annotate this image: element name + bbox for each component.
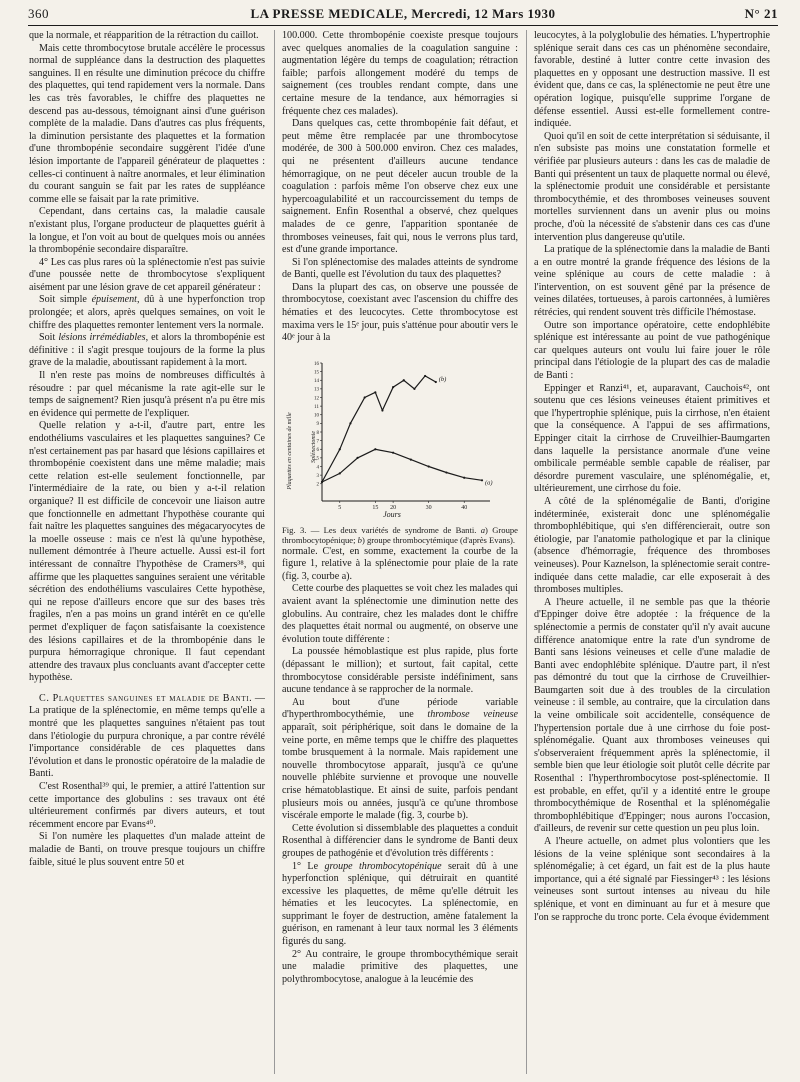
paragraph: A l'heure actuelle, il ne semble pas que la théorie d'Eppinger doive être adoptée : la fréquence de la splénectomie a permis de constater qu'il n'y avait aucune différence anatomique entre la rate d'un syndrome de Banti sans lésions veineuses et celle d'une maladie de Banti avec endophlébite splénique. D'autre part, il n'est pas démontré du tout que la cirrhose de Cruveilhier-Baumgarten soit due à des troubles de la circulation veineuse : il semble, au contraire, que la circulation dans la veine ombilicale soit accidentelle, conséquence de l'hypertension portale due à une cirrhose du foie post-splénomégalie. Quant aux thromboses veineuses qui s'observeraient fréquemment après la splénectomie, il semble bien que leur étiologie soit plutôt celle décrite par Rosenthal : l'hyperthrombocytose post-splénectomie. Il est probable, en effet, qu'il y a identité entre le groupe thrombocythémique de Rosenthal et la splénomégalie thrombophlébitique d'Eppinger; nous aurons l'occasion, d'ailleurs, de revenir sur cette question un peu plus loin. [534, 596, 770, 835]
paragraph: que la normale, et réapparition de la rétraction du caillot. [29, 30, 259, 41]
y-tick-label: 9 [316, 422, 319, 428]
y-tick-label: 10 [314, 413, 319, 419]
data-point [364, 396, 366, 398]
header-rule [28, 25, 778, 26]
paragraph: C'est Rosenthal³⁹ qui, le premier, a attiré l'attention sur cette importance des globulins : ses travaux ont été ultérieurement confirmés par divers auteurs, et tout récemment encore par Evans⁴⁰. [29, 781, 265, 830]
paragraph: Cependant, dans certains cas, la maladie causale n'existant plus, l'organe producteur de plaquettes guérit à la longue, et l'on voit au bout de quelques mois ou années la thrombopénie secondaire disparaître. [29, 206, 265, 256]
paragraph: A côté de la splénomégalie de Banti, d'origine indéterminée, existerait donc une splénomégalie thrombophlébitique, qui s'en différencierait, outre son étiologie, par l'anatomie pathologique et par la clinique (absence d'hémorragie, fréquence des thromboses veineuses). Pour Kaznelson, la splénectomie serait contre-indiquée dans cette maladie, car elle exposerait à des thromboses multiples. [534, 495, 770, 596]
figure-caption: Fig. 3. — Les deux variétés de syndrome de Banti. a) Groupe thrombocytopénique; b) groupe thrombocytémique (d'après Evans). [282, 524, 518, 546]
y-tick-label: 4 [316, 465, 319, 471]
y-tick-label: 14 [314, 378, 319, 384]
paragraph: La poussée hémoblastique est plus rapide, plus forte (dépassant le million); et surtout, fait capital, cette thrombocytose considérable persiste indéfiniment, sans aucune tendance à se rapprocher de la normale. [282, 646, 518, 696]
paragraph: Mais cette thrombocytose brutale accélère le processus normal de suppléance dans la destruction des plaquettes sanguines. Il en résulte une diminution précoce du chiffre des plaquettes, qui tend rapidement vers la normale. Dans les cas très favorables, le chiffre des plaquettes ne descend pas au-dessous, témoignant ainsi d'une guérison complète de la maladie. Dans d'autres cas plus fréquents, la diminution persistante des plaquettes et la formation d'une thrombopénie secondaire suggèrent l'idée d'une lésion importante de l'appareil générateur de plaquettes : celles-ci continuent à naître anormales, et leur élimination du courant sanguin se fait par les rates de suppléance comme elle se faisait par la rate primitive. [29, 42, 265, 205]
paragraph: Quoi qu'il en soit de cette interprétation si séduisante, il n'en subsiste pas moins une constatation formelle et vérifiée par plusieurs auteurs : dans les cas de maladie de Banti qui présentent un taux de plaquette normal ou élevé, la splénectomie produit une considérable et persistante thrombocythémie, et des thromboses veineuses souvent mortelles surviennent dans un avenir plus ou moins proche, d'où la nécessité de s'abstenir dans ces cas d'une intervention plus dangereuse qu'utile. [534, 130, 770, 243]
column-1 [29, 30, 265, 1074]
paragraph: Outre son importance opératoire, cette endophlébite splénique est intéressante au point de vue pathogénique car quelques auteurs ont voulu lui faire jouer le rôle principal dans l'étiologie de la plupart des cas de maladie de Banti : [534, 319, 770, 382]
data-point [356, 457, 358, 459]
paragraph: Cette évolution si dissemblable des plaquettes a conduit Rosenthal à différencier dans le syndrome de Banti deux groupes de pathogénie et d'évolution très différents : [282, 822, 518, 859]
data-point [349, 422, 351, 424]
figure-3 [282, 351, 518, 521]
series-line [322, 449, 482, 482]
y-tick-label: 7 [316, 439, 319, 445]
y-tick-label: 12 [314, 396, 319, 402]
paragraph: Au bout d'une période variable d'hyperthrombocythémie, une thrombose veineuse apparaît, soit périphérique, soit dans le domaine de la veine porte, en même temps que le chiffre des plaquettes tombe brusquement à la normale. Mais rapidement une nouvelle thrombocytose apparaît, jusqu'à ce qu'une nouvelle phlébite survienne et provoque une nouvelle crise hématoblastique. Et ainsi de suite, parfois pendant plusieurs mois ou années, jusqu'à ce qu'une thrombose viscérale emporte le malade (fig. 3, courbe b). [282, 696, 518, 822]
paragraph: Eppinger et Ranzi⁴¹, et, auparavant, Cauchois⁴², ont soutenu que ces lésions veineuses étaient primitives et que l'hypertrophie splénique, puis la cirrhose, n'en étaient que la conséquence. A l'appui de ses affirmations, Eppinger citait la cirrhose de Cruveilhier-Baumgarten dans laquelle la persistance anormale d'une veine ombilicale perméable semble capable de réaliser, par désordre purement vasculaire, une splénomégalie, et, ultérieurement, une cirrhose du foie. [534, 382, 770, 495]
column-divider [526, 30, 527, 1074]
paragraph: Si l'on numère les plaquettes d'un malade atteint de maladie de Banti, on trouve presque toujours un chiffre faible, situé le plus souvent entre 50 et [29, 831, 265, 868]
series-line [322, 376, 436, 482]
page-number: 360 [28, 6, 49, 21]
data-point [435, 381, 437, 383]
y-tick-label: 2 [316, 482, 319, 488]
data-point [463, 476, 465, 478]
y-tick-label: 3 [316, 473, 319, 479]
y-tick-label: 8 [316, 430, 319, 436]
paragraph: Il n'en reste pas moins de nombreuses difficultés à résoudre : par quel mécanisme la rate agit-elle sur le temps de saignement? Rien jusqu'à présent n'a pu être mis en évidence qui permette de l'expliquer. [29, 370, 265, 419]
data-point [413, 388, 415, 390]
data-point [374, 448, 376, 450]
series-label: (b) [438, 375, 447, 383]
x-tick-label: 20 [390, 504, 397, 511]
paragraph: 100.000. Cette thrombopénie coexiste presque toujours avec quelques anomalies de la coagulation sanguine : augmentation légère du temps de coagulation; rétraction faible; parfois allongement modéré du temps de saignement (ces troubles rendant compte, dans une certaine mesure de la tendance, aux hémorragies si fréquente chez ces malades). [282, 30, 518, 117]
paragraph: Quelle relation y a-t-il, d'autre part, entre les endothéliums vasculaires et les plaquettes sanguines? Ce n'est certainement pas par hasard que lésions capillaires et thrombopénie coexistent dans une même maladie; mais cette relation est-elle seulement fonctionnelle, par l'intermédiaire de la rate, ou bien y a-t-il relation organique? Il est difficile de concevoir une liaison autre que fonctionnelle en admettant l'hypothèse courante qui fait naître les plaquettes sanguines des mégacaryocytes de la moelle osseuse : mais ce n'est là qu'une hypothèse, nullement démontrée à l'heure actuelle. Aussi est-il fort intéressant de connaître l'hypothèse de Cramers³⁸, qui affirme que les plaquettes sanguines seraient une véritable sécrétion des endothéliums vasculaires Cette hypothèse, qui ne repose d'ailleurs encore que sur des bases très fragiles, n'en a pas moins un grand intérêt en ce qu'elle permet d'expliquer de façon satisfaisante la coexistence des lésions capillaires et de la thrombopénie dans le purpura hémorragique chronique. Il faut cependant attendre des travaux plus concluants avant d'accepter cette hypothèse. [29, 420, 265, 684]
y-tick-label: 16 [314, 361, 319, 367]
paragraph: 2° Au contraire, le groupe thrombocythémique serait une maladie primitive des plaquettes, une polythrombocytose, analogue à la leucémie des [282, 948, 518, 985]
y-tick-label: 5 [316, 456, 319, 462]
x-tick-label: 30 [425, 504, 432, 511]
y-tick-label: 15 [314, 370, 319, 376]
series-label: (a) [485, 479, 493, 487]
y-tick-label: 6 [316, 447, 319, 453]
x-tick-label: 15 [372, 504, 379, 511]
paragraph: 1° Le groupe thrombocytopénique serait dû à une hyperfonction splénique, qui détruirait en quantité excessive les plaquettes, de même qu'elle détruit les hématies et les leucocytes. La splénectomie, en supprimant le foyer de destruction, amène fatalement la guérison, en ramenant à leur taux normal les 3 éléments figurés du sang. [282, 860, 518, 948]
y-tick-label: 13 [314, 387, 319, 393]
chart-series [321, 375, 493, 486]
section-heading: C. Plaquettes sanguines et maladie de Banti. [39, 692, 253, 704]
paragraph: Soit lésions irrémédiables, et alors la thrombopénie est définitive : il s'agit presque toujours de la forme la plus grave de la maladie, aboutissant rapidement à la mort. [29, 332, 265, 369]
section-paragraph: C. Plaquettes sanguines et maladie de Banti. — La pratique de la splénectomie, en même temps qu'elle a montré que les plaquettes sanguines n'étaient pas tout dans l'étiologie du purpura chronique, a par contre révélé l'importance considérable de ces plaquettes dans l'évolution et dans le pronostic opératoire de la maladie de Banti. [29, 692, 265, 780]
data-point [428, 465, 430, 467]
paragraph: normale. C'est, en somme, exactement la courbe de la figure 1, relative à la splénectomie pour plaie de la rate (fig. 3, courbe a). [282, 545, 518, 582]
column-divider [274, 30, 275, 1074]
paragraph: A l'heure actuelle, on admet plus volontiers que les lésions de la veine splénique sont secondaires à la splénomégalie; à cet égard, un fait est de la plus haute importance, qui a été signalé par Fiessinger⁴³ : les lésions veineuses sont surtout intenses au niveau du hile splénique, et vont en diminuant au fur et à mesure que l'on se rapproche du tronc porte. Cela évoque évidemment [534, 836, 770, 923]
y-axis-label: Plaquettes en centaines de mille [287, 412, 293, 490]
data-point [481, 479, 483, 481]
issue-number: N° 21 [744, 6, 778, 21]
paragraph: Dans quelques cas, cette thrombopénie fait défaut, et peut même être remplacée par une thrombocytose modérée, de 300 à 500.000 environ. Chez ces malades, qui ne présentent d'ailleurs aucune tendance hémorragique, on ne peut déceler aucun trouble de la coagulation : parfois même l'on observe chez eux une hypercoagulabilité et un raccourcissement du temps de saignement. Enfin Rosenthal a observé, chez quelques malades de ce genre, l'apparition spontanée de thromboses veineuses, fait qui, nous le verrons plus tard, est d'une grande importance. [282, 118, 518, 256]
data-point [410, 458, 412, 460]
x-tick-label: 5 [338, 504, 342, 511]
data-point [392, 451, 394, 453]
data-point [374, 391, 376, 393]
paragraph: leucocytes, à la polyglobulie des hématies. L'hypertrophie splénique serait dans ces cas un phénomène secondaire, favorable, destiné à lutter contre cette invasion des plaquettes en y opposant une destruction massive. Il est évident que, dans ce cas, la splénectomie ne peut être une opération logique, puisqu'elle supprime l'organe de défense essentiel. Aussi est-elle formellement contre-indiquée. [534, 30, 770, 130]
data-point [339, 472, 341, 474]
data-point [339, 448, 341, 450]
paragraph: Cette courbe des plaquettes se voit chez les malades qui avaient avant la splénectomie une diminution nette des globulins. Au contraire, chez les malades dont le chiffre des plaquettes était normal ou augmenté, on observe une évolution toute différente : [282, 583, 518, 645]
column-2 [282, 30, 518, 1074]
data-point [424, 375, 426, 377]
column-3 [534, 30, 770, 1074]
x-tick-labels [338, 501, 467, 511]
data-point [403, 379, 405, 381]
paragraph: 4° Les cas plus rares où la splénectomie n'est pas suivie d'une poussée nette de thrombocytose s'expliquent aisément par une lésion grave de cet appareil générateur : [29, 256, 265, 293]
data-point [381, 409, 383, 411]
data-point [321, 481, 323, 483]
splenectomy-annotation: Splénectomie [311, 430, 317, 463]
y-tick-labels [314, 362, 322, 488]
x-tick-label: 40 [461, 504, 468, 511]
y-tick-label: 11 [314, 404, 319, 410]
paragraph: Soit simple épuisement, dû à une hyperfonction trop prolongée; et alors, après quelques semaines, on voit le chiffre des plaquettes remonter lentement vers la normale. [29, 294, 265, 331]
x-axis-label: Jours [383, 509, 401, 519]
paragraph: Dans la plupart des cas, on observe une poussée de thrombocytose, coexistant avec l'ascension du chiffre des hématies et des leucocytes. Cette thrombocytose est maxima vers le 15ᵉ jour, puis s'atténue pour aboutir vers le 40ᵉ jour à la [282, 281, 518, 344]
platelet-chart [282, 351, 518, 521]
data-point [445, 471, 447, 473]
paragraph: La pratique de la splénectomie dans la maladie de Banti a en outre montré la grande fréquence des lésions de la veine splénique au cours de cette maladie : à l'intervention, on est souvent gêné par la présence de veines dilatées, tortueuses, à parois cartonnées, à lumières rétrécies, qui rendent souvent très difficile l'hémostase. [534, 244, 770, 319]
journal-title: LA PRESSE MEDICALE, Mercredi, 12 Mars 1930 [250, 6, 556, 21]
paragraph: Si l'on splénectomise des malades atteints de syndrome de Banti, quelle est l'évolution du taux des plaquettes? [282, 256, 518, 281]
page-header [28, 4, 778, 26]
data-point [392, 386, 394, 388]
